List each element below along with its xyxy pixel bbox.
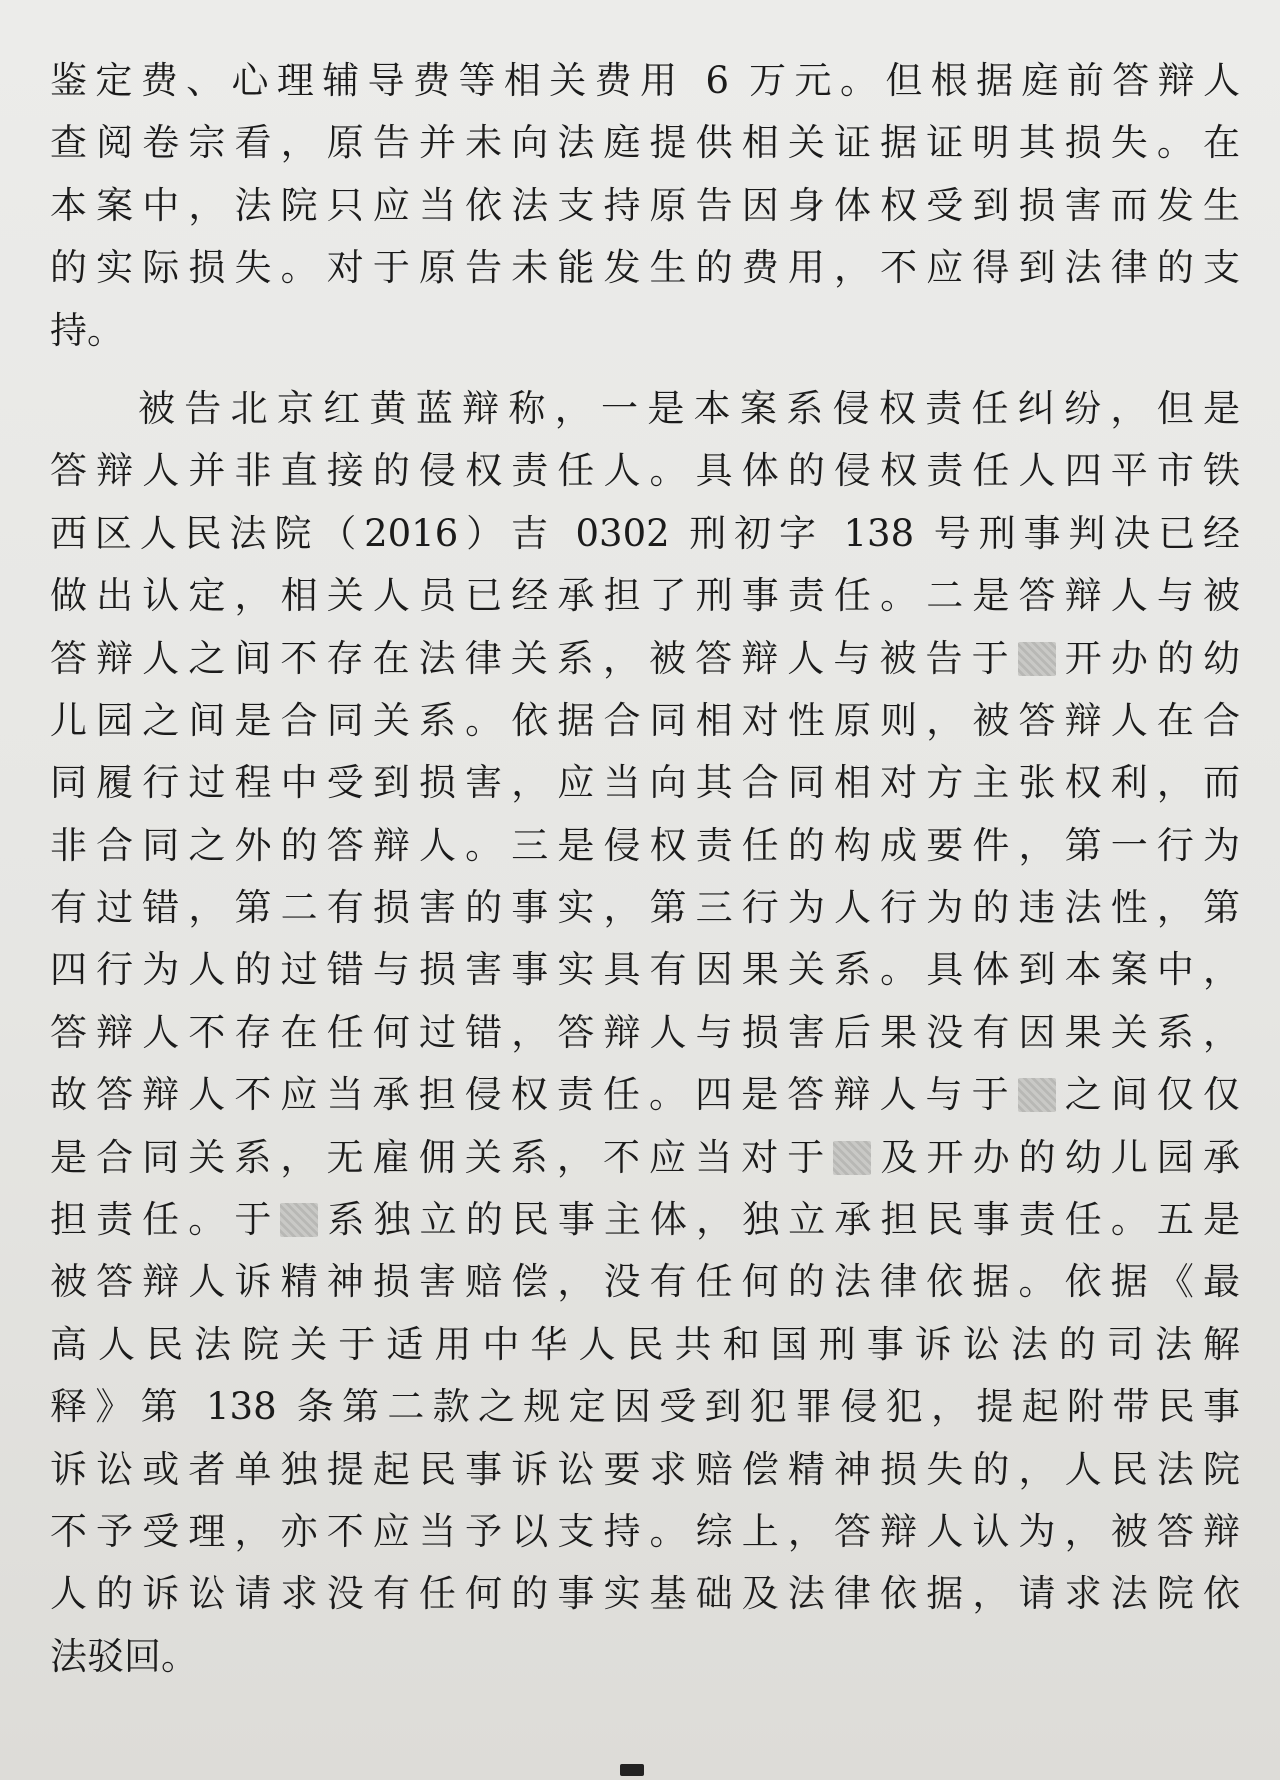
text-line-with-redaction bbox=[50, 1064, 1240, 1126]
redaction-mark bbox=[280, 1203, 318, 1237]
text-line: 释》第 138 条第二款之规定因受到犯罪侵犯，提起附带民事 bbox=[50, 1385, 1240, 1429]
text-segment: 之间仅仅 bbox=[1055, 1073, 1241, 1117]
text-segment: 答辩人之间不存在法律关系，被答辩人与被告于 bbox=[50, 636, 1018, 680]
text-line: 四行为人的过错与损害事实具有因果关系。具体到本案中， bbox=[50, 948, 1240, 992]
text-line: 有过错，第二有损害的事实，第三行为人行为的违法性，第 bbox=[50, 886, 1240, 930]
text-line: 西区人民法院（2016）吉 0302 刑初字 138 号刑事判决已经 bbox=[50, 511, 1240, 555]
text-line: 做出认定，相关人员已经承担了刑事责任。二是答辩人与被 bbox=[50, 574, 1240, 618]
text-line: 本案中，法院只应当依法支持原告因身体权受到损害而发生 bbox=[50, 183, 1240, 227]
text-segment: 故答辩人不应当承担侵权责任。四是答辩人与于 bbox=[50, 1073, 1018, 1117]
text-line: 诉讼或者单独提起民事诉讼要求赔偿精神损失的，人民法院 bbox=[50, 1447, 1240, 1491]
text-line-with-redaction bbox=[50, 628, 1240, 690]
text-line: 持。 bbox=[50, 308, 124, 352]
text-line: 答辩人不存在任何过错，答辩人与损害后果没有因果关系， bbox=[50, 1010, 1240, 1054]
redaction-mark bbox=[833, 1141, 871, 1175]
text-segment: 及开办的幼儿园承 bbox=[871, 1135, 1240, 1179]
text-segment: 系独立的民事主体，独立承担民事责任。五是 bbox=[318, 1198, 1241, 1242]
text-segment: 开办的幼 bbox=[1055, 636, 1241, 680]
redaction-mark bbox=[1018, 642, 1056, 676]
text-line: 的实际损失。对于原告未能发生的费用，不应得到法律的支 bbox=[50, 246, 1240, 290]
paragraph-first-line: 被告北京红黄蓝辩称，一是本案系侵权责任纠纷，但是 bbox=[138, 386, 1240, 430]
paragraph-gap bbox=[50, 362, 1240, 378]
text-segment: 担责任。于 bbox=[50, 1198, 281, 1242]
text-line-with-redaction bbox=[50, 1127, 1240, 1189]
text-line: 被答辩人诉精神损害赔偿，没有任何的法律依据。依据《最 bbox=[50, 1260, 1240, 1304]
text-line: 高人民法院关于适用中华人民共和国刑事诉讼法的司法解 bbox=[50, 1322, 1240, 1366]
text-line: 鉴定费、心理辅导费等相关费用 6 万元。但根据庭前答辩人 bbox=[50, 59, 1240, 102]
text-line: 非合同之外的答辩人。三是侵权责任的构成要件，第一行为 bbox=[50, 823, 1240, 867]
redaction-mark bbox=[1018, 1078, 1056, 1112]
text-line: 不予受理，亦不应当予以支持。综上，答辩人认为，被答辩 bbox=[50, 1509, 1240, 1553]
text-line: 答辩人并非直接的侵权责任人。具体的侵权责任人四平市铁 bbox=[50, 449, 1240, 493]
text-line: 同履行过程中受到损害，应当向其合同相对方主张权利，而 bbox=[50, 761, 1240, 805]
document-body bbox=[50, 50, 1240, 1688]
page-bottom-mark bbox=[620, 1764, 644, 1776]
text-line: 查阅卷宗看，原告并未向法庭提供相关证据证明其损失。在 bbox=[50, 121, 1240, 165]
text-segment: 是合同关系，无雇佣关系，不应当对于 bbox=[50, 1135, 834, 1179]
text-line-with-redaction bbox=[50, 1189, 1240, 1251]
text-line: 法驳回。 bbox=[50, 1634, 198, 1678]
text-line: 儿园之间是合同关系。依据合同相对性原则，被答辩人在合 bbox=[50, 698, 1240, 742]
text-line: 人的诉讼请求没有任何的事实基础及法律依据，请求法院依 bbox=[50, 1572, 1240, 1616]
